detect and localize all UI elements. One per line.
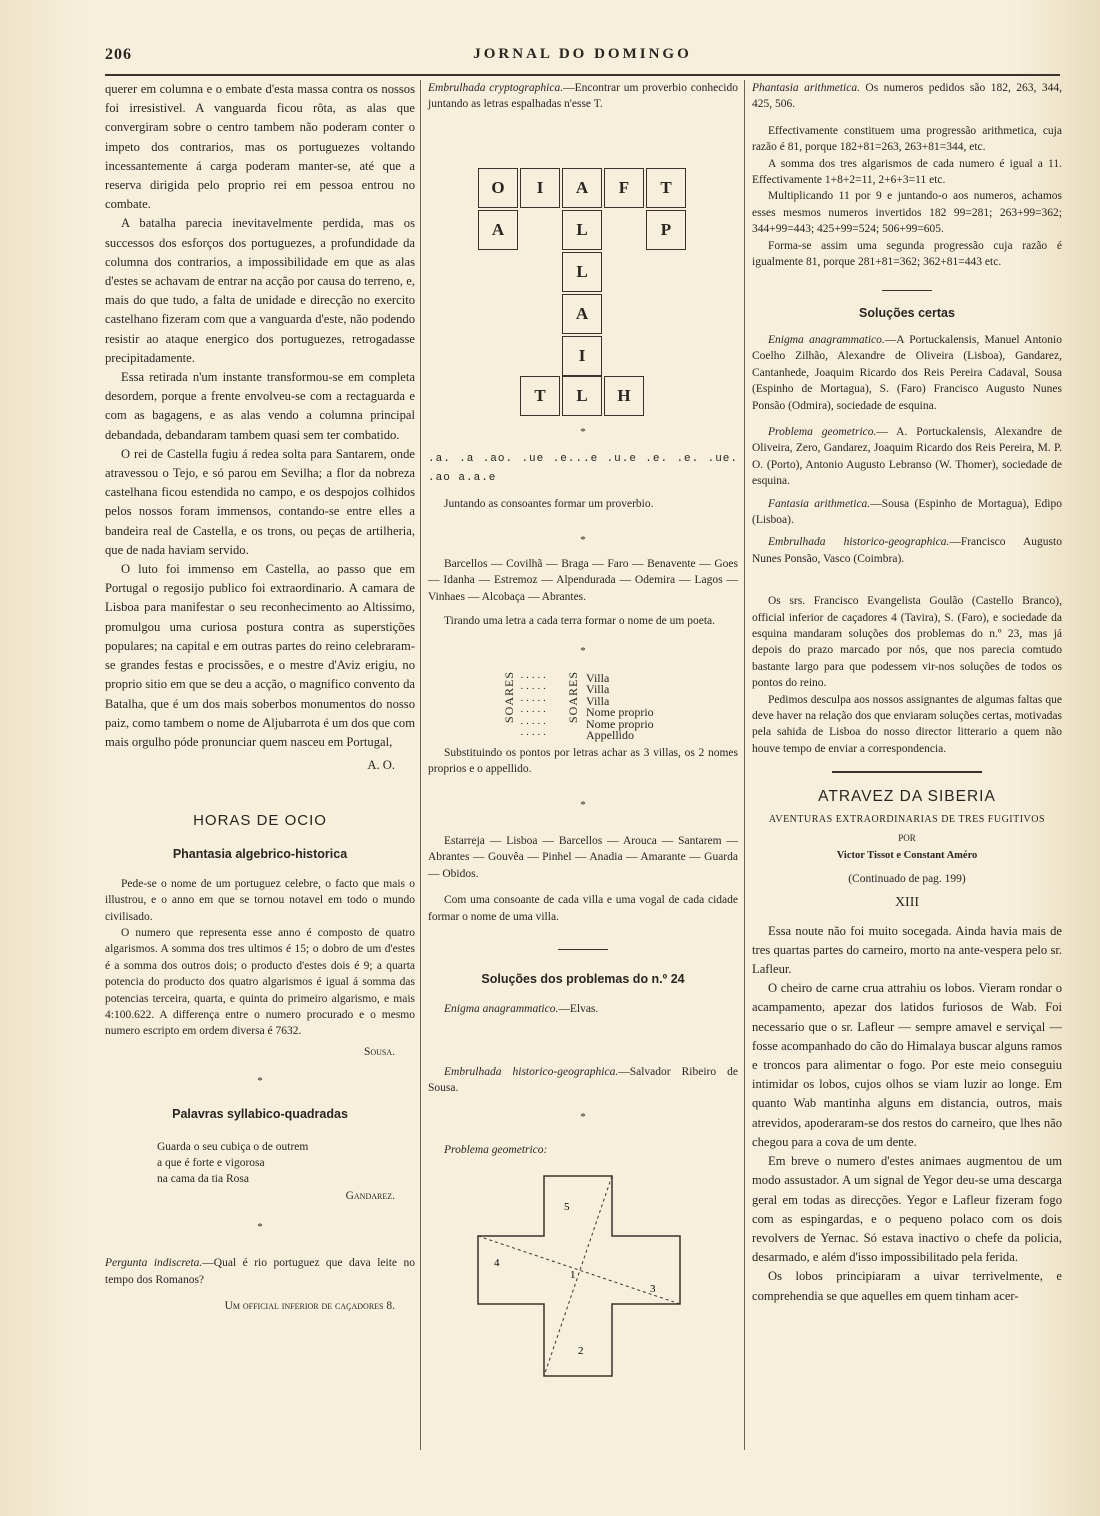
column-2 [428, 80, 738, 1378]
column-rule-2 [744, 80, 745, 1450]
story-paragraph: Essa noute não foi muito socegada. Ainda havia mais de tres quartas partes do carneiro, morto na ante-vespera pelo sr. Lafleur. [752, 923, 1062, 977]
story-authors: Victor Tissot e Constant Améro [836, 850, 978, 862]
puzzle-title: Pergunta indiscreta. [105, 1257, 203, 1270]
puzzle-text: Substituindo os pontos por letras achar as 3 villas, os 2 nomes proprios e o appellido. [428, 746, 738, 776]
solutions-title: Soluções dos problemas do n.º 24 [481, 971, 685, 986]
puzzle-text: O numero que representa esse anno é composto de quatro algarismos. A somma dos tres ultimos é 15; o dobro de um d'estes é a somma dos outros dois; o producto d'estes dois é 9; a quarta potencia do producto dos quatro algarismos é igual á somma das potencias terceira, quarta, e quinta do primeiro algarismo, e mais 4:100.622. A differença entre o numero procurado e o mesmo numero escripto em ordem diversa é 7632. [105, 926, 415, 1038]
figure-label: 4 [494, 1256, 500, 1269]
page-header [105, 44, 1060, 76]
puzzle-title: Embrulhada cryptographica. [428, 82, 564, 94]
solution-title: Phantasia arithmetica. [752, 82, 860, 94]
grid-cell: O [478, 168, 518, 208]
notice-text: Os srs. Francisco Evangelista Goulão (Castello Branco), official inferior de caçadores 4 (Tavira), S. (Faro), e sociedade da esquina mandaram soluções dos problemas do n.º 23, mas já depois do prazo marcado por nós, que nos parecia comtudo bastante largo para que podessem vir-nos soluções de todos os pontos do reino. [752, 595, 1062, 690]
soares-row: Nome proprio [586, 705, 654, 720]
paragraph: A batalha parecia inevitavelmente perdida, mas os successos dos esforços dos portuguezes, a profundidade da columna dos contrarios, a impossibilidade em que as alas d'estes se achavam de entrar na acção por causa do terreno, e, mais do que tudo, a falta de unidade e direcção no exercito castelhano fizeram com que a vanguarda d'este, não podendo resistir ao ataque energico dos portuguezes, retrogadasse precipitadamente. [105, 216, 415, 365]
column-1 [105, 80, 415, 1315]
grid-cell: I [520, 168, 560, 208]
soares-left: SOARES [502, 670, 516, 723]
solution-title: Embrulhada historico-geographica. [768, 536, 950, 549]
figure-label: 1 [570, 1268, 576, 1281]
separator-star: * [580, 644, 586, 657]
puzzle-text: Barcellos — Covilhã — Braga — Faro — Benavente — Goes — Idanha — Estremoz — Alpendurada — Odemira — Lagos — Vinhaes — Alcobaça — Abrantes. [428, 558, 738, 603]
grid-cell: P [646, 210, 686, 250]
paragraph: Essa retirada n'um instante transformou-se em completa desordem, porque a frente envolveu-se com a rectaguarda e com as bagagens, e as alas vendo a columna principal debandada, debandaram tambem quasi sem ter combatido. [105, 370, 415, 442]
grid-cell: T [646, 168, 686, 208]
puzzle-text: Juntando as consoantes formar um proverbio. [444, 498, 654, 511]
solution-text: A somma dos tres algarismos de cada numero é igual a 11. Effectivamente 1+8+2=11, 2+6+3=11 etc. [752, 157, 1062, 187]
grid-cell: A [562, 168, 602, 208]
chapter-number: XIII [894, 895, 920, 911]
puzzle-text: —Qual é rio portuguez que dava leite no tempo dos Romanos? [105, 1257, 415, 1286]
solution-text: —Salvador Ribeiro de Sousa. [428, 1065, 738, 1094]
solution-text: —Francisco Augusto Nunes Ponsão, Vasco (Coimbra). [752, 536, 1062, 565]
puzzle-text: Estarreja — Lisboa — Barcellos — Arouca — Santarem — Abrantes — Gouvêa — Pinhel — Anadia — Amarante — Guarda — Obidos. [428, 834, 738, 880]
solution-title: Enigma anagrammatico. [444, 1003, 559, 1016]
soares-row: Villa [586, 670, 610, 685]
puzzle-title: Phantasia algebrico-historica [172, 846, 348, 861]
soares-row: Villa [586, 693, 610, 708]
story-paragraph: Em breve o numero d'estes animaes augmentou de um modo assustador. A um signal de Yegor deu-se uma descarga geral em todas as direcções. Yegor e Lafleur fizeram fogo com as espingardas, e o pequeno polaco com os dois revolvers de Yernac. Só estava inactivo o chefe da policia, desarmado, e além d'isso impossibilitado pela ferida. [752, 1154, 1062, 1265]
figure-label: 3 [650, 1282, 656, 1295]
solution-title: Problema geometrico: [444, 1143, 548, 1156]
solution-text: Os numeros pedidos são 182, 263, 344, 425, 506. [752, 82, 1062, 111]
soares-row: Appellido [586, 728, 634, 743]
story-title: ATRAVEZ DA SIBERIA [818, 788, 996, 806]
grid-cell: L [562, 210, 602, 250]
puzzle-text: Tirando uma letra a cada terra formar o nome de um poeta. [444, 615, 715, 628]
page-number: 206 [105, 46, 132, 63]
soares-row: Villa [586, 682, 610, 697]
story-by: POR [898, 833, 916, 844]
notice-text: Pedimos desculpa aos nossos assignantes de algumas faltas que deve haver na relação dos que enviaram soluções certas, motivadas pela sahida de Lisboa do nosso director litterario a quem não houve tempo de enviar a correspondencia. [752, 693, 1062, 755]
paragraph: O rei de Castella fugiu á redea solta para Santarem, onde atravessou o Tejo, e só parou em Sevilha; a flor da nobreza castelhana ficou estendida no campo, e os despojos colhidos pelos nossos foram immensos, contando-se entre elles a bandeira real de Castella, e os trons, ou peças de artilheria, que de nada haviam servido. [105, 446, 415, 557]
story-paragraph: Os lobos principiaram a uivar terrivelmente, e comprehendia se que aquelles em quem tinham acer- [752, 1269, 1062, 1303]
puzzle-text: —Encontrar um proverbio conhecido juntando as letras espalhadas n'esse T. [428, 82, 739, 111]
solution-text: —Sousa (Espinho de Mortagua), Edipo (Lisboa). [752, 497, 1062, 526]
paragraph: querer em columna e o embate d'esta massa contra os nossos foi irresistivel. A vanguarda ficou rôta, as alas que convergiram sobre o centro tambem não poderam conter o impeto dos contrarios, mas os portuguezes voltando incessantemente á carga poderam manter-se, até que a reserva dirigida pelo proprio rei em pessoa entrou no combate. [105, 82, 415, 212]
solution-title: Enigma anagrammatico. [768, 333, 885, 346]
solution-title: Problema geometrico. [768, 425, 877, 438]
solution-text: —A Portuckalensis, Manuel Antonio Coelho Zilhão, Alexandre de Oliveira (Lisboa), Gandarez, Cantanhede, Joaquim Ricardo dos Reis Pereira Cadaval, Sousa (Espinho de Mortagua), S. (Faro) Francisco Augusto Nunes Ponsão (Odmira), sociedade de esquina. [752, 333, 1062, 412]
column-rule-1 [420, 80, 421, 1450]
article-signature: A. O. [367, 758, 395, 773]
story-continued: (Continuado de pag. 199) [848, 872, 966, 885]
figure-label: 5 [564, 1200, 570, 1213]
grid-cell: L [562, 376, 602, 416]
verse-signature: Gandarez. [345, 1189, 395, 1202]
separator-star: * [580, 425, 586, 438]
solution-text: — A. Portuckalensis, Alexandre de Oliveira, Zero, Gandarez, Joaquim Ricardo dos Reis Pereira, M. P. O. (Porto), Antonio Augusto Lebranso (W. Thomer), sociedade de esquina. [752, 425, 1062, 488]
grid-cell: I [562, 336, 602, 376]
grid-cell: F [604, 168, 644, 208]
column-3 [752, 80, 1062, 1306]
separator-star: * [580, 533, 586, 546]
solution-text: Forma-se assim uma segunda progressão cuja razão é igualmente 81, porque 281+81=362; 362+81=443 etc. [752, 239, 1062, 269]
grid-cell: H [604, 376, 644, 416]
solution-text: Effectivamente constituem uma progressão arithmetica, cuja razão é 81, porque 182+81=263, 263+81=344, etc. [752, 124, 1062, 154]
separator-star: * [580, 1111, 586, 1124]
solution-title: Fantasia arithmetica. [768, 497, 871, 510]
separator-star: * [580, 798, 586, 811]
verse-line: Guarda o seu cubiça o de outrem [157, 1140, 309, 1153]
story-subtitle: AVENTURAS EXTRAORDINARIAS DE TRES FUGITIVOS [768, 813, 1046, 825]
paragraph: O luto foi immenso em Castella, ao passo que em Portugal o regosijo publico foi extraordinario. A camara de Lisboa para manifestar o seu reconhecimento ao Altissimo, promulgou uma curiosa postura contra as superstições populares; na capital e em outras partes do reino celebraram-se grandes festas e procissões, e o mestre d'Aviz erigiu, no proprio sitio em que se deu a acção, o magnifico convento da Batalha, que é um dos mais soberbos monumentos do nosso paiz, como tambem o nome de Aljubarrota é um dos que com mais orgulho póde pronunciar quem nasceu em Portugal, [105, 562, 415, 749]
puzzle-title: Palavras syllabico-quadradas [172, 1107, 348, 1122]
letter-grid-t [428, 113, 738, 413]
journal-title: JORNAL DO DOMINGO [473, 46, 692, 62]
solution-title: Embrulhada historico-geographica. [444, 1065, 619, 1078]
soares-row: Nome proprio [586, 716, 654, 731]
grid-cell: T [520, 376, 560, 416]
cipher-text: .a. .a .ao. .ue .e...e .u.e .e. .e. .ue. .ao a.a.e [428, 453, 738, 485]
solution-text: Multiplicando 11 por 9 e juntando-o aos numeros, achamos esses mesmos numeros invertidos 182 99=281; 263+99=362; 344+99=443; 425+99=524; 506+99=605. [752, 190, 1062, 236]
story-paragraph: O cheiro de carne crua attrahiu os lobos. Vieram rondar o acampamento, apezar dos latidos furiosos de Wab. Foi necessario que o sr. Lafleur — sempre amavel e serviçal — fosse acompanhado do cão do Himalaya buscar alguns ramos e troncos para alimentar o fogo. Por este meio conseguiu intimidar os lobos, cujos olhos se viam luzir ao longe. Em quanto Wab mantinha alguns em distancia, outros, mais atrevidos, apoderaram-se dos restos do carneiro, que lhes não chegou para a cova de um dente. [752, 981, 1062, 1149]
puzzle-text: Pede-se o nome de um portuguez celebre, o facto que mais o illustrou, e o anno em que se tornou notavel em todo o mundo civilisado. [105, 877, 415, 923]
puzzle-signature: Um official inferior de caçadores 8. [224, 1300, 395, 1313]
geometric-cross-figure [428, 1158, 738, 1378]
solutions-title: Soluções certas [859, 306, 955, 321]
figure-label: 2 [578, 1344, 584, 1357]
soares-right: SOARES [566, 670, 580, 723]
grid-cell: A [478, 210, 518, 250]
solution-text: —Elvas. [558, 1003, 599, 1016]
cross-diagram [428, 1158, 738, 1378]
separator-star: * [257, 1221, 263, 1234]
grid-cell: L [562, 252, 602, 292]
separator-star: * [257, 1075, 263, 1088]
section-title: HORAS DE OCIO [193, 812, 327, 830]
soares-puzzle: SOARES ····· ····· ····· ····· ····· ····· SOARES Villa Villa Villa Nome proprio Nome proprio Appellido [502, 670, 654, 743]
puzzle-signature: Sousa. [363, 1045, 395, 1058]
verse-line: a que é forte e vigorosa [157, 1157, 265, 1169]
grid-cell: A [562, 294, 602, 334]
verse-line: na cama da tia Rosa [157, 1173, 249, 1186]
puzzle-text: Com uma consoante de cada villa e uma vogal de cada cidade formar o nome de uma villa. [428, 894, 738, 923]
